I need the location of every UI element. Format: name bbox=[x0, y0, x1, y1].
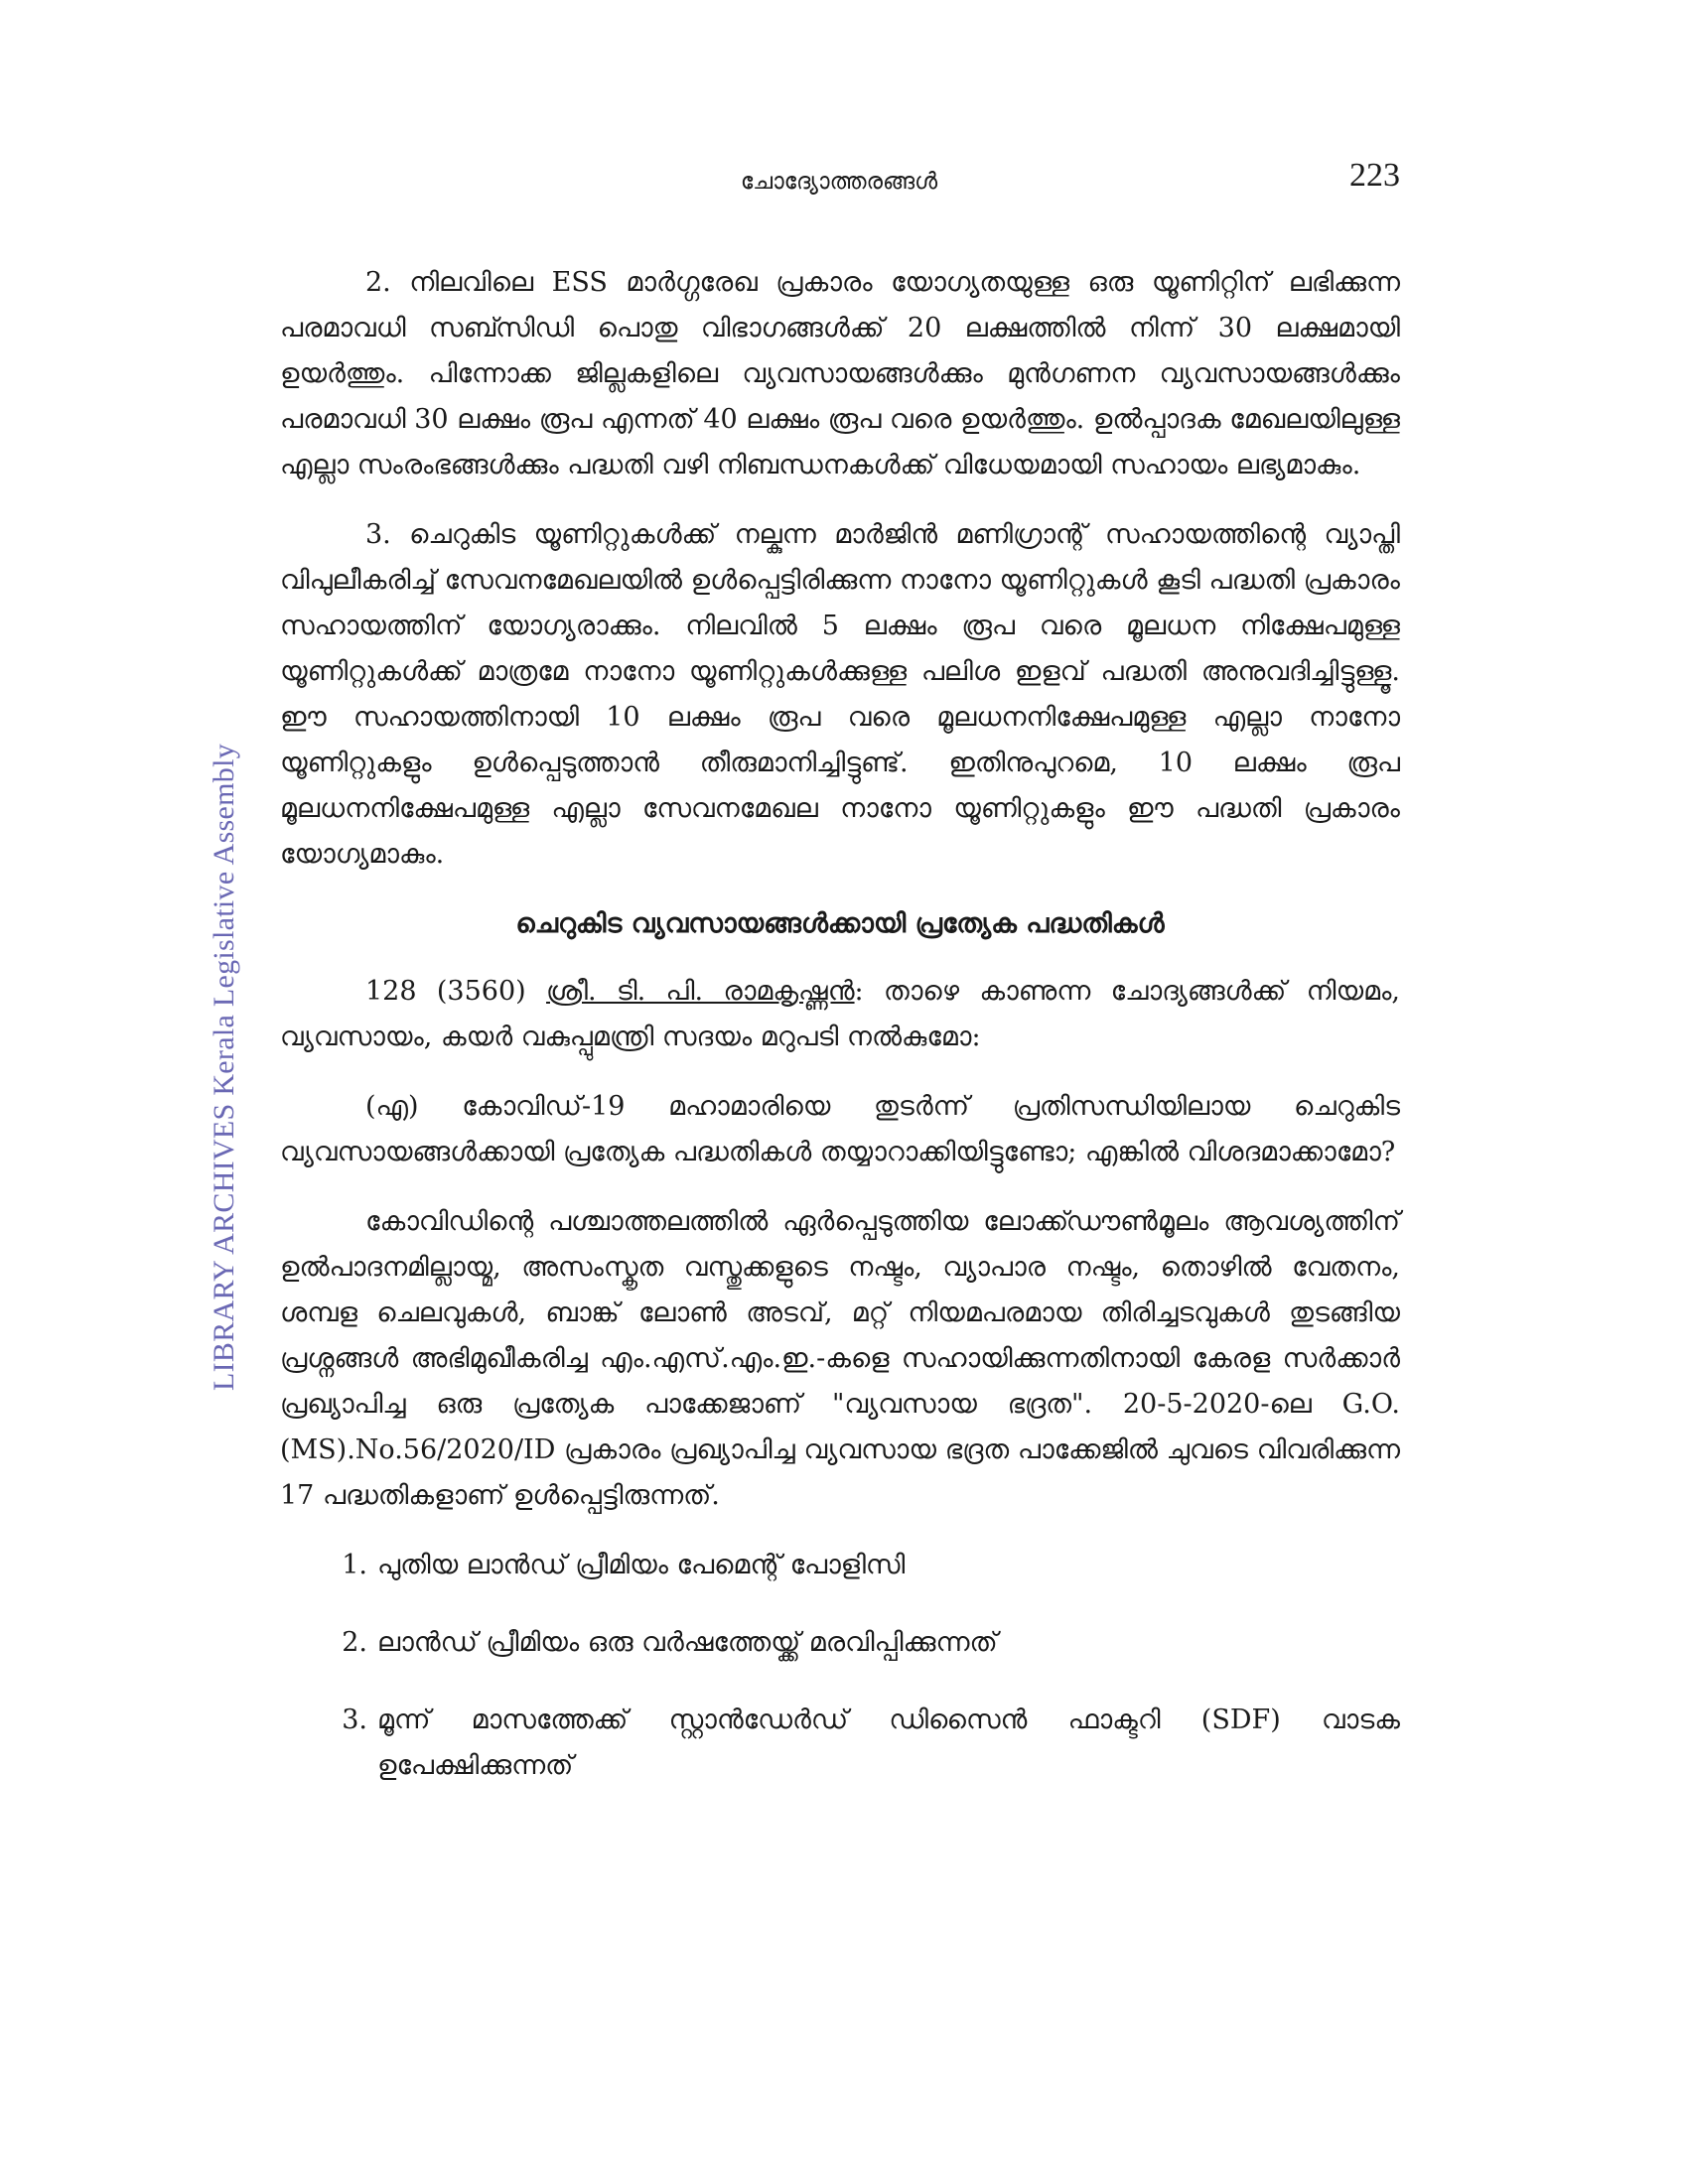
list-item bbox=[280, 1698, 1400, 1789]
list-item-text: ലാൻഡ് പ്രീമിയം ഒരു വർഷത്തേയ്ക്ക് മരവിപ്പിക്കുന്നത് bbox=[377, 1627, 998, 1658]
question-number: 128 (3560) bbox=[365, 976, 526, 1007]
list-item bbox=[280, 1543, 1400, 1588]
section-heading: ചെറുകിട വ്യവസായങ്ങൾക്കായി പ്രത്യേക പദ്ധതികൾ bbox=[515, 908, 1165, 939]
question-intro bbox=[280, 969, 1400, 1060]
running-header bbox=[278, 157, 1400, 206]
list-item-text: മൂന്ന് മാസത്തേക്ക് സ്റ്റാൻഡേർഡ് ഡിസൈൻ ഫാക്ടറി (SDF) വാടക ഉപേക്ഷിക്കുന്നത് bbox=[377, 1705, 1400, 1781]
list-item bbox=[280, 1620, 1400, 1666]
page-number: 223 bbox=[1349, 157, 1400, 194]
list-item-number: 1. bbox=[342, 1550, 367, 1580]
list-item-number: 2. bbox=[342, 1627, 367, 1658]
scheme-list bbox=[280, 1543, 1400, 1789]
library-watermark: LIBRARY ARCHIVES Kerala Legislative Assembly bbox=[208, 743, 240, 1392]
list-item-number: 3. bbox=[342, 1705, 367, 1735]
question-member: ശ്രീ. ടി. പി. രാമകൃഷ്ണൻ bbox=[546, 976, 855, 1007]
document-body bbox=[280, 260, 1400, 1821]
question-a: (എ) കോവിഡ്-19 മഹാമാരിയെ തുടർന്ന് പ്രതിസന്ധിയിലായ ചെറുകിട വ്യവസായങ്ങൾക്കായി പ്രത്യേക പദ്ധതികൾ തയ്യാറാക്കിയിട്ടുണ്ടോ; എങ്കിൽ വിശദമാക്കാമോ? bbox=[280, 1091, 1400, 1167]
running-title: ചോദ്യോത്തരങ്ങൾ bbox=[740, 169, 938, 195]
answer-paragraph: കോവിഡിന്റെ പശ്ചാത്തലത്തിൽ ഏർപ്പെടുത്തിയ ലോക്ക്ഡൗൺമൂലം ആവശ്യത്തിന് ഉൽപാദനമില്ലായ്മ, അസംസ്കൃത വസ്തുക്കളുടെ നഷ്ടം, വ്യാപാര നഷ്ടം, തൊഴിൽ വേതനം, ശമ്പള ചെലവുകൾ, ബാങ്ക് ലോൺ അടവ്, മറ്റ് നിയമപരമായ തിരിച്ചടവുകൾ തുടങ്ങിയ പ്രശ്നങ്ങൾ അഭിമുഖീകരിച്ച എം.എസ്.എം.ഇ.-കളെ സഹായിക്കുന്നതിനായി കേരള സർക്കാർ പ്രഖ്യാപിച്ച ഒരു പ്രത്യേക പാക്കേജാണ് "വ്യവസായ ഭദ്രത". 20-5-2020-ലെ G.O.(MS).No.56/2020/ID പ്രകാരം പ്രഖ്യാപിച്ച വ്യവസായ ഭദ്രത പാക്കേജിൽ ചുവടെ വിവരിക്കുന്ന 17 പദ്ധതികളാണ് ഉൾപ്പെട്ടിരുന്നത്. bbox=[280, 1206, 1400, 1511]
question-text: : താഴെ കാണുന്ന ചോദ്യങ്ങൾക്ക് നിയമം, വ്യവസായം, കയർ വകുപ്പുമന്ത്രി സദയം മറുപടി നൽകുമോ: bbox=[280, 976, 1400, 1052]
list-item-text: പുതിയ ലാൻഡ് പ്രീമിയം പേമെന്റ് പോളിസി bbox=[377, 1550, 906, 1580]
paragraph-2: 2. നിലവിലെ ESS മാർഗ്ഗരേഖ പ്രകാരം യോഗ്യതയുള്ള ഒരു യൂണിറ്റിന് ലഭിക്കുന്ന പരമാവധി സബ്സിഡി പൊതു വിഭാഗങ്ങൾക്ക് 20 ലക്ഷത്തിൽ നിന്ന് 30 ലക്ഷമായി ഉയർത്തും. പിന്നോക്ക ജില്ലകളിലെ വ്യവസായങ്ങൾക്കും മുൻഗണന വ്യവസായങ്ങൾക്കും പരമാവധി 30 ലക്ഷം രൂപ എന്നത് 40 ലക്ഷം രൂപ വരെ ഉയർത്തും. ഉൽപ്പാദക മേഖലയിലുള്ള എല്ലാ സംരംഭങ്ങൾക്കും പദ്ധതി വഴി നിബന്ധനകൾക്ക് വിധേയമായി സഹായം ലഭ്യമാകും. bbox=[280, 267, 1400, 480]
paragraph-3: 3. ചെറുകിട യൂണിറ്റുകൾക്ക് നല്കുന്ന മാർജിൻ മണിഗ്രാന്റ് സഹായത്തിന്റെ വ്യാപ്തി വിപുലീകരിച്ച് സേവനമേഖലയിൽ ഉൾപ്പെട്ടിരിക്കുന്ന നാനോ യൂണിറ്റുകൾ കൂടി പദ്ധതി പ്രകാരം സഹായത്തിന് യോഗ്യരാക്കും. നിലവിൽ 5 ലക്ഷം രൂപ വരെ മൂലധന നിക്ഷേപമുള്ള യൂണിറ്റുകൾക്ക് മാത്രമേ നാനോ യൂണിറ്റുകൾക്കുള്ള പലിശ ഇളവ് പദ്ധതി അനുവദിച്ചിട്ടുള്ളൂ. ഈ സഹായത്തിനായി 10 ലക്ഷം രൂപ വരെ മൂലധനനിക്ഷേപമുള്ള എല്ലാ നാനോ യൂണിറ്റുകളും ഉൾപ്പെടുത്താൻ തീരുമാനിച്ചിട്ടുണ്ട്. ഇതിനുപുറമെ, 10 ലക്ഷം രൂപ മൂലധനനിക്ഷേപമുള്ള എല്ലാ സേവനമേഖല നാനോ യൂണിറ്റുകളും ഈ പദ്ധതി പ്രകാരം യോഗ്യമാകും. bbox=[280, 519, 1400, 870]
